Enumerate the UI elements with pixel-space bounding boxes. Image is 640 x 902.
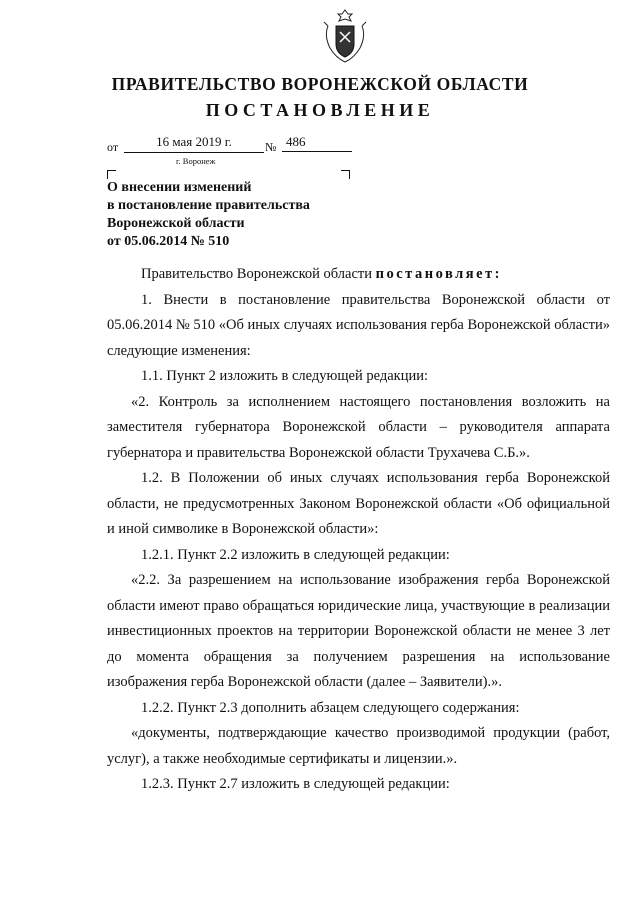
number-prefix: № (265, 140, 277, 154)
subject-line: О внесении изменений (107, 180, 252, 195)
date-prefix: от (107, 140, 119, 154)
city-label: г. Воронеж (176, 156, 216, 166)
body-paragraph: «2. Контроль за исполнением настоящего постановления возложить на заместителя губернатора Воронежской области – руководителя аппарата губернатора и правительства Воронежской области Трухачева С.Б.». (107, 393, 610, 461)
body-paragraph: 1.1. Пункт 2 изложить в следующей редакции: (141, 368, 429, 384)
body-paragraph: 1. Внести в постановление правительства Воронежской области от 05.06.2014 № 510 «Об иных случаях использования герба Воронежской области» следующие изменения: (107, 291, 610, 359)
subject-line: Воронежской области (107, 216, 245, 231)
intro-text: Правительство Воронежской области (141, 266, 376, 282)
bracket-corner-right (341, 170, 350, 179)
date-value: 16 мая 2019 г. (124, 134, 264, 153)
coat-of-arms-icon (322, 8, 368, 66)
intro-paragraph (107, 262, 610, 288)
subject-block (107, 179, 367, 251)
subject-line: в постановление правительства (107, 198, 310, 213)
document-type: ПОСТАНОВЛЕНИЕ (205, 100, 435, 120)
body-paragraph: 1.2.2. Пункт 2.3 дополнить абзацем следующего содержания: (141, 699, 520, 716)
number-value: 486 (282, 134, 352, 152)
document-body (107, 262, 610, 798)
body-paragraph: «2.2. За разрешением на использование изображения герба Воронежской области имеют право обращаться юридические лица, участвующие в реализации инвестиционных проектов на территории Воронежской области не менее 3 лет до момента обращения за получением разрешения на использование изображения герба Воронежской области (далее – Заявители).». (107, 572, 610, 690)
body-paragraph: «документы, подтверждающие качество производимой продукции (работ, услуг), а также необходимые сертификаты и лицензии.». (107, 725, 610, 767)
body-paragraph: 1.2. В Положении об иных случаях использования герба Воронежской области, не предусмотренных Законом Воронежской области «Об официальной и иной символике в Воронежской области»: (107, 470, 610, 537)
bracket-corner-left (107, 170, 116, 179)
organization-title: ПРАВИТЕЛЬСТВО ВОРОНЕЖСКОЙ ОБЛАСТИ (111, 74, 529, 94)
subject-line: от 05.06.2014 № 510 (107, 234, 230, 249)
body-paragraph: 1.2.1. Пункт 2.2 изложить в следующей редакции: (141, 546, 450, 563)
body-paragraph: 1.2.3. Пункт 2.7 изложить в следующей редакции: (141, 776, 450, 792)
decree-word: постановляет: (375, 266, 502, 282)
